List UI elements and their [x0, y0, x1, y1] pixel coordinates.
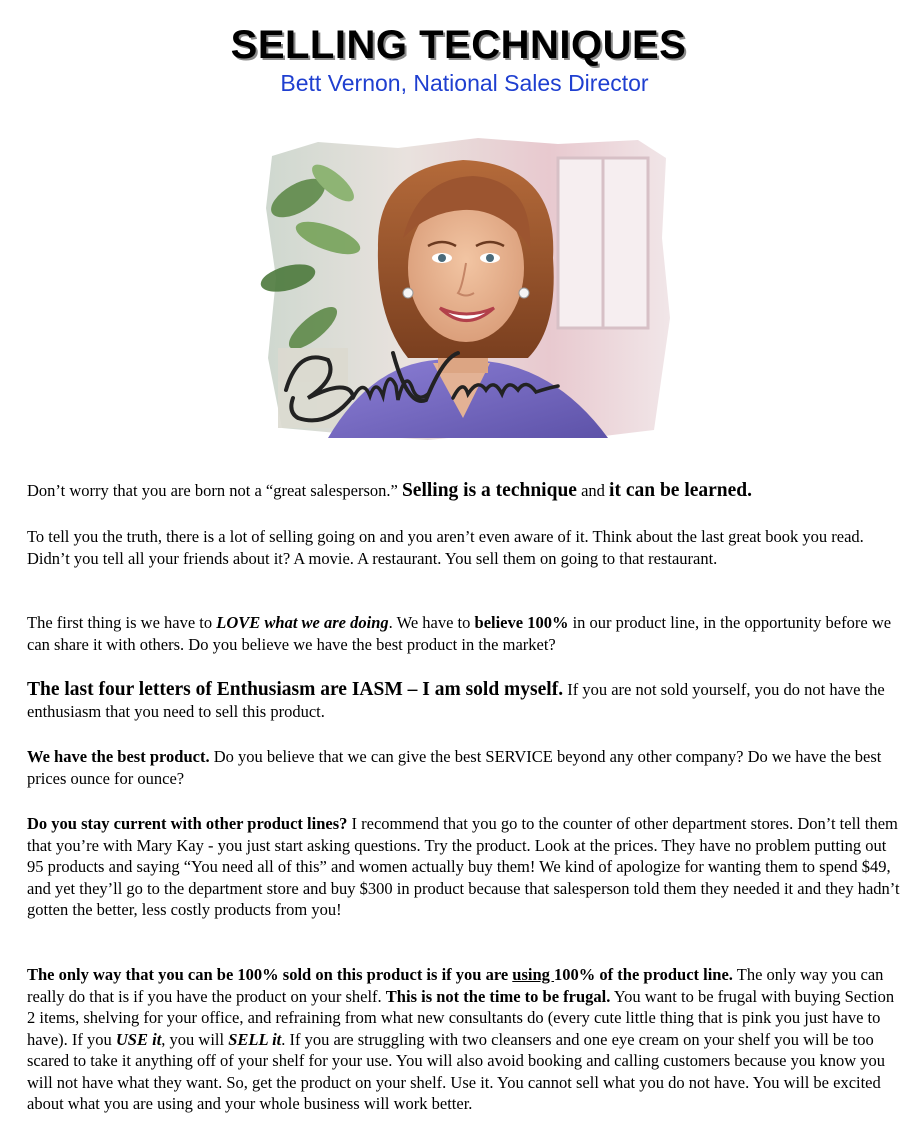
paragraph-4: The last four letters of Enthusiasm are IASM – I am sold myself. If you are not sold yourself, you do not have the enthusiasm that you need to sell this product. [27, 679, 885, 721]
paragraph-1: Don’t worry that you are born not a “great salesperson.” Selling is a technique and it can be learned. [27, 480, 753, 501]
paragraph-7: The only way that you can be 100% sold on this product is if you are using 100% of the product line. The only way you can really do that is if you have the product on your shelf. This is not the time to be frugal. You want to be frugal with buying Section 2 items, shelving for your office, and refraining from what new consultants do (every cute little thing that is pink you just have to have). If you USE it, you will SELL it. If you are struggling with two cleansers and one eye cream on your shelf you will be too scared to take it anything off of your shelf for your use. You will also avoid booking and calling customers because you know you will not have what they want. So, get the product on your shelf. Use it. You cannot sell what you do not have. You will be excited about what you are using and your whole business will work better. [27, 965, 895, 1113]
paragraph-2: To tell you the truth, there is a lot of selling going on and you aren’t even aware of it. Think about the last great book you read. Didn’t you tell all your friends about it? A movie. A restaurant. You sell them on going to that restaurant. [27, 527, 864, 568]
portrait-photo [258, 128, 678, 452]
paragraph-3: The first thing is we have to LOVE what we are doing. We have to believe 100% in our product line, in the opportunity before we can share it with others. Do you believe we have the best product in the market? [27, 613, 892, 654]
paragraph-6: Do you stay current with other product lines? I recommend that you go to the counter of other department stores. Don’t tell them that you’re with Mary Kay - you just start asking questions. Try the product. Look at the prices. They have no problem putting out 95 products and saying “You need all of this” and women actually buy them! We kind of apologize for wanting them to spend $49, and yet they’ll go to the department store and buy $300 in product because that salesperson told them they needed it and they hadn’t gotten the better, less costly products from you! [27, 814, 900, 919]
page-title: SELLING TECHNIQUES [230, 23, 687, 67]
page-subtitle: Bett Vernon, National Sales Director [280, 70, 649, 96]
paragraph-5: We have the best product. Do you believe that we can give the best SERVICE beyond any other company? Do we have the best prices ounce for ounce? [27, 747, 882, 788]
